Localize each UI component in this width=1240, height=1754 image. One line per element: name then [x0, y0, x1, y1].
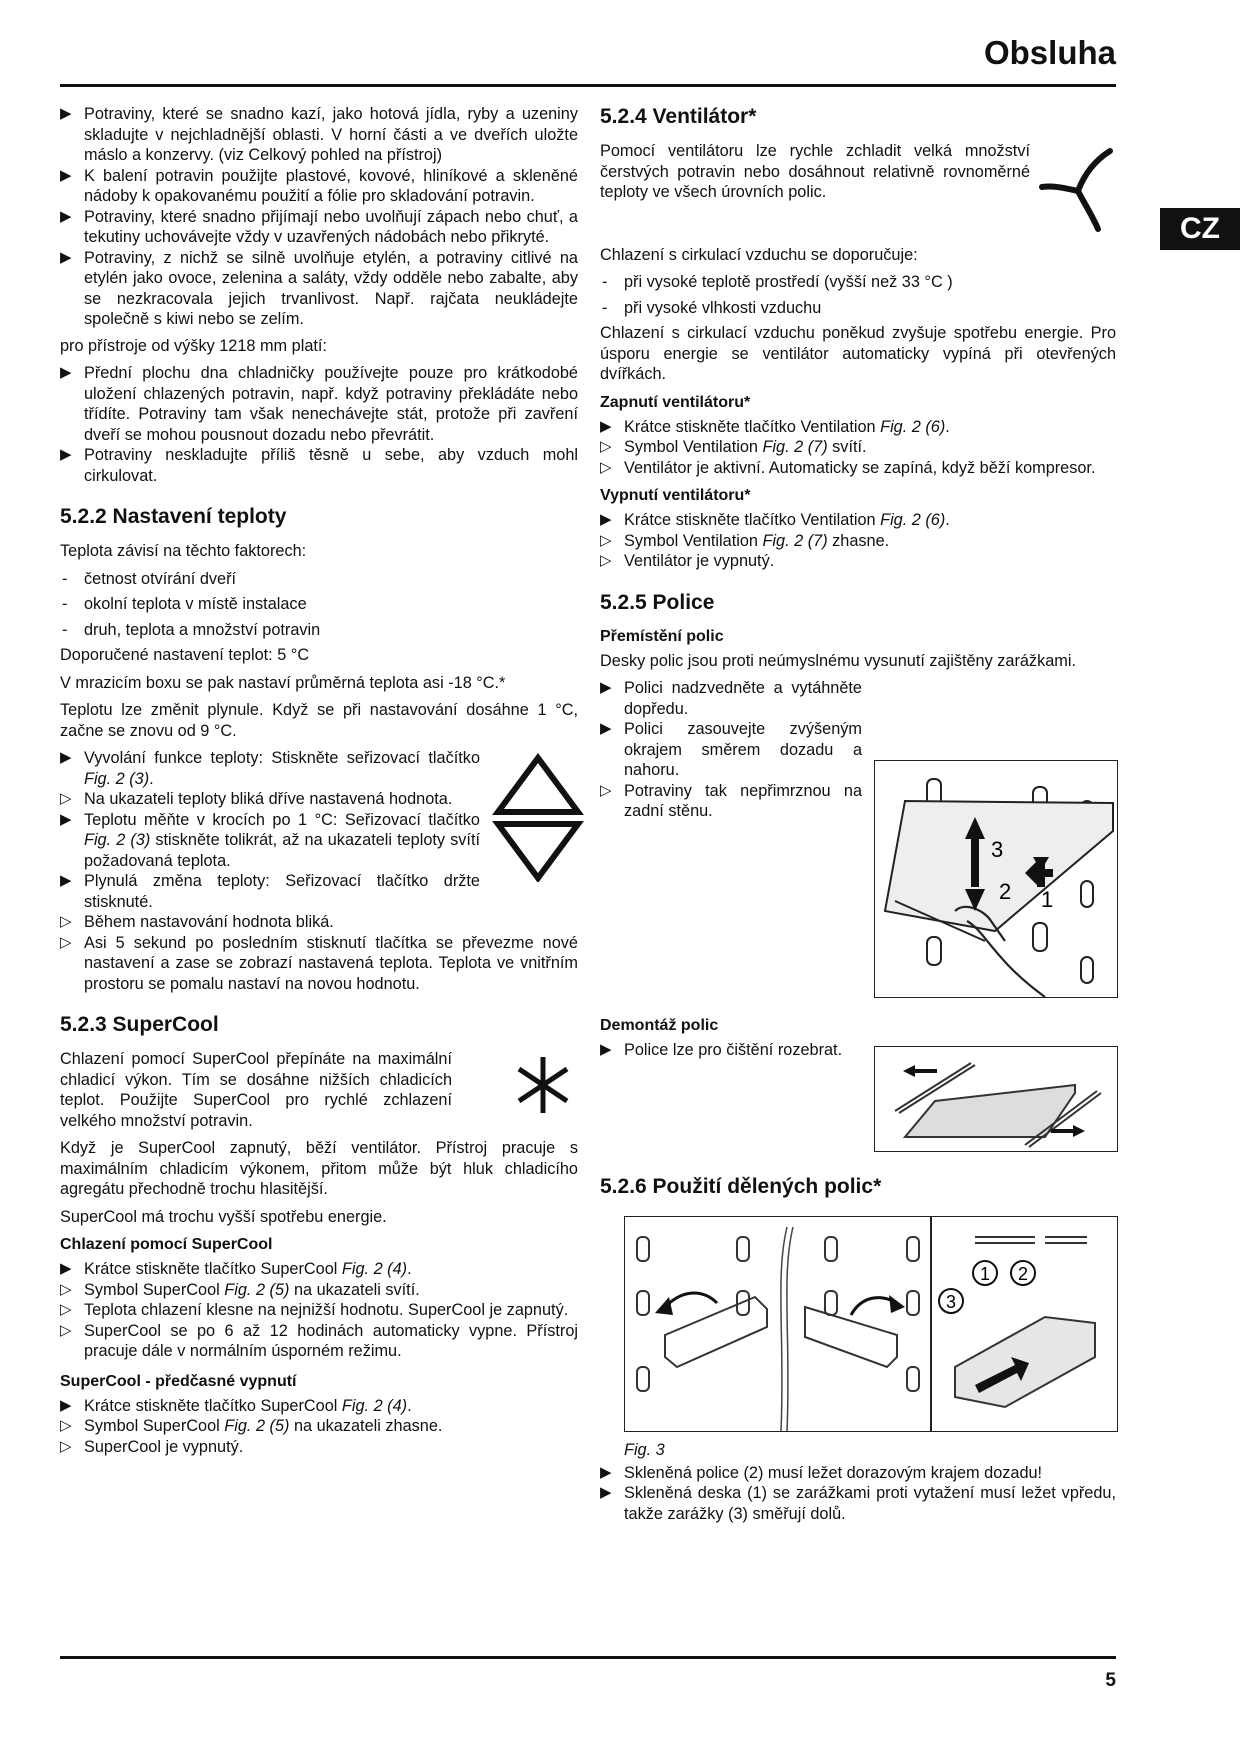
- figure-reference: Fig. 2 (3): [84, 831, 151, 849]
- shelf-removal-figure: [874, 760, 1118, 998]
- temp-intro: Teplota závisí na těchto faktorech:: [60, 542, 307, 560]
- bullet-text: K balení potravin použijte plastové, kovové, hliníkové a skleněné nádoby k opakovanému použití a fólie pro skladování potravin.: [84, 166, 578, 205]
- step-item: [60, 1416, 578, 1437]
- result-arrow-icon: ▷: [60, 933, 72, 951]
- dash-text: při vysoké teplotě prostředí (vyšší než 33 °C ): [624, 273, 953, 291]
- step-item: [600, 719, 862, 781]
- shelf-disassembly-subheading: Demontáž polic: [600, 1017, 719, 1034]
- step-text-tail: .: [149, 769, 154, 788]
- step-text: Polici zasouvejte zvýšeným okrajem směrem dozadu a nahoru.: [624, 720, 862, 779]
- step-text: Ventilátor je aktivní. Automaticky se zapíná, když běží kompresor.: [624, 458, 1096, 477]
- action-arrow-icon: ▶: [60, 1396, 72, 1414]
- step-item: [60, 1300, 578, 1321]
- step-text: Vyvolání funkce teploty: Stiskněte seřizovací tlačítko: [84, 749, 480, 767]
- step-item: [600, 437, 1116, 458]
- dash-item: [600, 298, 1116, 319]
- page-title: Obsluha: [983, 34, 1116, 71]
- figure-reference: Fig. 2 (4): [341, 1260, 408, 1278]
- right-column: [600, 86, 1116, 822]
- step-item: [600, 781, 862, 822]
- step-text: Krátce stiskněte tlačítko Ventilation: [624, 417, 881, 436]
- intro-bullet-list: [60, 104, 578, 330]
- step-text: Skleněná police (2) musí ležet dorazovým krajem dozadu!: [624, 1463, 1043, 1482]
- step-item: [60, 1437, 578, 1458]
- temperature-adjust-icon: [492, 752, 584, 882]
- step-text-tail: zhasne.: [827, 531, 890, 550]
- section-5-2-6-heading: 5.2.6 Použití dělených polic*: [600, 1175, 882, 1198]
- supercool-energy-note: SuperCool má trochu vyšší spotřebu energie.: [60, 1207, 387, 1226]
- step-text-tail: .: [945, 511, 950, 529]
- dash-marker: -: [62, 595, 68, 613]
- supercool-on-steps: [60, 1259, 578, 1362]
- fig3-notes: [600, 1440, 1116, 1524]
- bullet-item: [60, 248, 578, 330]
- bullet-item: [60, 445, 578, 486]
- step-text: Ventilátor je vypnutý.: [624, 552, 775, 570]
- step-item: [600, 510, 1116, 531]
- step-item: [60, 1280, 578, 1301]
- supercool-on-subheading: Chlazení pomocí SuperCool: [60, 1236, 273, 1253]
- step-item: [600, 458, 1116, 479]
- step-text-tail: na ukazateli zhasne.: [289, 1417, 443, 1435]
- bullet-text: Potraviny, které se snadno kazí, jako hotová jídla, ryby a uzeniny skladujte v nejchladnější oblasti. V horní části a ve dveřích uložte máslo a konzervy. (viz Celkový pohled na přístroj): [84, 105, 578, 164]
- result-arrow-icon: ▷: [60, 913, 72, 930]
- step-text: Police lze pro čištění rozebrat.: [624, 1041, 843, 1059]
- step-item: [60, 789, 480, 810]
- section-5-2-3-heading: 5.2.3 SuperCool: [60, 1013, 219, 1036]
- step-text: Teplota chlazení klesne na nejnižší hodnotu. SuperCool je zapnutý.: [84, 1301, 569, 1319]
- shelf-disassembly-steps: [600, 1040, 862, 1061]
- divided-shelf-label-1: 1: [979, 1264, 991, 1284]
- shelf-disassembly-figure: [874, 1046, 1118, 1152]
- dash-text: četnost otvírání dveří: [84, 569, 237, 588]
- supercool-fan-note: Když je SuperCool zapnutý, běží ventilátor. Přístroj pracuje s maximálním chladicím výkonem, přitom může být hluk chladicího agregátu přechodně trochu hlasitější.: [60, 1139, 578, 1198]
- step-text: Teplotu měňte v krocích po 1 °C: Seřizovací tlačítko: [84, 810, 480, 829]
- action-arrow-icon: ▶: [60, 810, 72, 828]
- dash-text: při vysoké vlhkosti vzduchu: [624, 298, 822, 317]
- step-item: [60, 1259, 578, 1280]
- section-5-2-6: [600, 1164, 1116, 1211]
- dash-marker: -: [62, 569, 68, 588]
- figure-reference: Fig. 2 (7): [762, 531, 828, 550]
- dash-marker: -: [602, 298, 608, 317]
- shelf-label-1: 1: [1041, 887, 1054, 912]
- fan-intro: Pomocí ventilátoru lze rychle zchladit velká množství čerstvých potravin nebo dosáhnout relativně rovnoměrné teploty ve všech úrovních polic.: [600, 142, 1030, 201]
- fan-off-subheading: Vypnutí ventilátoru*: [600, 487, 751, 504]
- bullet-item: [60, 207, 578, 248]
- action-arrow-icon: ▶: [60, 248, 72, 266]
- step-item: [60, 933, 578, 995]
- step-item: [60, 748, 480, 789]
- action-arrow-icon: ▶: [60, 207, 72, 225]
- section-5-2-5-heading: 5.2.5 Police: [600, 590, 715, 614]
- action-arrow-icon: ▶: [60, 166, 72, 184]
- action-arrow-icon: ▶: [600, 1041, 612, 1058]
- fig3-caption: Fig. 3: [624, 1441, 665, 1459]
- shelf-stops-note: Desky polic jsou proti neúmyslnému vysunutí zajištěny zarážkami.: [600, 651, 1076, 670]
- step-text: SuperCool se po 6 až 12 hodinách automaticky vypne. Přístroj pracuje dále v normálním úsporném režimu.: [84, 1321, 578, 1360]
- dash-item: [60, 594, 578, 615]
- result-arrow-icon: ▷: [600, 531, 612, 549]
- result-arrow-icon: ▷: [600, 781, 612, 799]
- fan-on-subheading: Zapnutí ventilátoru*: [600, 393, 751, 411]
- step-item: [60, 912, 578, 933]
- step-text: Symbol SuperCool: [84, 1280, 225, 1299]
- dash-item: [60, 569, 578, 590]
- step-text: Symbol SuperCool: [84, 1417, 225, 1435]
- circulation-conditions: [600, 272, 1116, 318]
- step-item: [600, 1483, 1116, 1524]
- action-arrow-icon: ▶: [600, 1484, 612, 1501]
- factor-list: [60, 569, 578, 641]
- step-text-tail: .: [407, 1396, 412, 1415]
- step-text-tail: stiskněte tolikrát, až na ukazateli teploty svítí požadovaná teplota.: [84, 831, 480, 870]
- fig3-steps: [600, 1463, 1116, 1525]
- step-text: Skleněná deska (1) se zarážkami proti vytažení musí ležet vpředu, takže zarážky (3) směřují dolů.: [624, 1484, 1116, 1523]
- step-text: Krátce stiskněte tlačítko SuperCool: [84, 1396, 342, 1415]
- action-arrow-icon: ▶: [600, 1463, 612, 1481]
- bullet-text: Potraviny, z nichž se silně uvolňuje etylén, a potraviny citlivé na etylén jako ovoce, zelenina a saláty, vždy odděle nebo zabalte, aby se nezkracovala jejich trvanlivost. Např. rajčata neukládejte společně s kiwi nebo se zelím.: [84, 248, 578, 328]
- height-bullet-list: [60, 363, 578, 486]
- bullet-item: [60, 363, 578, 445]
- result-arrow-icon: ▷: [60, 790, 72, 807]
- step-text: SuperCool je vypnutý.: [84, 1437, 244, 1456]
- step-text-tail: svítí.: [827, 438, 867, 456]
- dash-text: okolní teplota v místě instalace: [84, 595, 307, 613]
- step-item: [600, 531, 1116, 552]
- step-text: Asi 5 sekund po posledním stisknutí tlačítka se převezme nové nastavení a zase se zobrazí nastavená teplota. Teplota ve vnitřním prostoru se pomalu nastaví na novou hodnotu.: [84, 933, 578, 993]
- step-item: [600, 1463, 1116, 1484]
- footer-rule: [60, 1656, 1116, 1659]
- bullet-text: Přední plochu dna chladničky používejte pouze pro krátkodobé uložení chlazených potravin, např. když potraviny překládáte nebo třídíte. Potraviny tam však nenechávejte stát, protože při zavření dveří se mohou pousnout dozadu nebo převrátit.: [84, 364, 578, 444]
- dash-marker: -: [62, 620, 68, 639]
- section-5-2-2-heading: 5.2.2 Nastavení teploty: [60, 505, 287, 528]
- step-text: Plynulá změna teploty: Seřizovací tlačítko držte stisknuté.: [84, 872, 480, 911]
- divided-shelf-figure: [624, 1216, 1118, 1432]
- figure-reference: Fig. 2 (5): [224, 1417, 290, 1435]
- shelf-label-3: 3: [991, 837, 1004, 862]
- page-number: 5: [1105, 1670, 1116, 1691]
- step-text: Krátce stiskněte tlačítko Ventilation: [624, 511, 881, 529]
- step-text: Polici nadzvedněte a vytáhněte dopředu.: [624, 679, 862, 718]
- step-text: Symbol Ventilation: [624, 438, 763, 456]
- step-text: Krátce stiskněte tlačítko SuperCool: [84, 1260, 342, 1278]
- dash-item: [60, 620, 578, 641]
- dash-item: [600, 272, 1116, 293]
- figure-reference: Fig. 2 (4): [341, 1396, 408, 1415]
- action-arrow-icon: ▶: [60, 749, 72, 766]
- bullet-text: Potraviny neskladujte příliš těsně u sebe, aby vzduch mohl cirkulovat.: [84, 446, 578, 485]
- figure-reference: Fig. 2 (3): [84, 769, 150, 788]
- result-arrow-icon: ▷: [60, 1321, 72, 1339]
- action-arrow-icon: ▶: [600, 720, 612, 737]
- action-arrow-icon: ▶: [60, 364, 72, 381]
- step-text: Potraviny tak nepřimrznou na zadní stěnu.: [624, 781, 862, 820]
- result-arrow-icon: ▷: [60, 1417, 72, 1434]
- dash-text: druh, teplota a množství potravin: [84, 620, 321, 639]
- language-tab: CZ: [1160, 208, 1240, 250]
- section-5-2-4-heading: 5.2.4 Ventilátor*: [600, 105, 757, 128]
- supercool-intro: Chlazení pomocí SuperCool přepínáte na maximální chladicí výkon. Tím se dosáhne nižších chladicích teplot. Použijte SuperCool pro rychlé zchlazení velkého množství potravin.: [60, 1050, 452, 1130]
- shelf-label-2: 2: [999, 879, 1012, 904]
- step-item: [600, 1040, 862, 1061]
- action-arrow-icon: ▶: [600, 417, 612, 435]
- freezer-note: V mrazicím boxu se pak nastaví průměrná teplota asi -18 °C.*: [60, 673, 506, 692]
- bullet-item: [60, 104, 578, 166]
- height-note: pro přístroje od výšky 1218 mm platí:: [60, 336, 327, 355]
- step-item: [60, 810, 480, 872]
- step-text-tail: .: [407, 1260, 412, 1278]
- action-arrow-icon: ▶: [60, 105, 72, 122]
- step-text-tail: .: [945, 417, 950, 436]
- step-item: [600, 551, 1116, 572]
- circulation-recommendation: Chlazení s cirkulací vzduchu se doporučuje:: [600, 245, 918, 264]
- supercool-snowflake-icon: [515, 1055, 571, 1115]
- action-arrow-icon: ▶: [60, 872, 72, 889]
- divided-shelf-label-2: 2: [1017, 1264, 1029, 1284]
- temp-steps-wrapped: [60, 748, 480, 912]
- fan-on-steps: [600, 417, 1116, 479]
- shelf-move-subheading: Přemístění polic: [600, 627, 724, 645]
- bullet-text: Potraviny, které snadno přijímají nebo uvolňují zápach nebo chuť, a tekutiny uchovávejte vždy v uzavřených nádobách nebo přikryté.: [84, 207, 578, 246]
- supercool-off-steps: [60, 1396, 578, 1458]
- result-arrow-icon: ▷: [60, 1437, 72, 1455]
- fan-icon: [1038, 145, 1118, 235]
- step-text-tail: na ukazateli svítí.: [289, 1280, 420, 1299]
- fan-off-steps: [600, 510, 1116, 572]
- result-arrow-icon: ▷: [600, 438, 612, 455]
- step-item: [600, 678, 862, 719]
- result-arrow-icon: ▷: [600, 552, 612, 569]
- supercool-off-subheading: SuperCool - předčasné vypnutí: [60, 1372, 297, 1390]
- figure-reference: Fig. 2 (5): [224, 1280, 290, 1299]
- result-arrow-icon: ▷: [60, 1301, 72, 1318]
- divided-shelf-label-3: 3: [945, 1292, 957, 1312]
- recommended-setting: Doporučené nastavení teplot: 5 °C: [60, 646, 310, 664]
- shelf-disassembly-section: [600, 1008, 862, 1061]
- action-arrow-icon: ▶: [600, 679, 612, 696]
- figure-reference: Fig. 2 (6): [880, 417, 946, 436]
- step-text: Během nastavování hodnota bliká.: [84, 913, 334, 931]
- step-item: [600, 417, 1116, 438]
- figure-reference: Fig. 2 (7): [762, 438, 828, 456]
- action-arrow-icon: ▶: [600, 511, 612, 528]
- step-item: [60, 1321, 578, 1362]
- action-arrow-icon: ▶: [60, 446, 72, 463]
- fan-energy-note: Chlazení s cirkulací vzduchu poněkud zvyšuje spotřebu energie. Pro úsporu energie se ventilátor automaticky vypíná při otevřených dvířkách.: [600, 324, 1116, 383]
- dash-marker: -: [602, 273, 608, 291]
- step-item: [60, 1396, 578, 1417]
- bullet-item: [60, 166, 578, 207]
- result-arrow-icon: ▷: [600, 458, 612, 476]
- step-text: Na ukazateli teploty bliká dříve nastavená hodnota.: [84, 790, 453, 808]
- action-arrow-icon: ▶: [60, 1260, 72, 1277]
- left-column: [60, 104, 578, 1457]
- result-arrow-icon: ▷: [60, 1280, 72, 1298]
- temp-steps: [60, 912, 578, 994]
- continuous-note: Teplotu lze změnit plynule. Když se při nastavování dosáhne 1 °C, začne se znovu od 9 °C.: [60, 701, 578, 740]
- figure-reference: Fig. 2 (6): [880, 511, 946, 529]
- shelf-move-steps: [600, 678, 862, 822]
- step-text: Symbol Ventilation: [624, 531, 763, 550]
- step-item: [60, 871, 480, 912]
